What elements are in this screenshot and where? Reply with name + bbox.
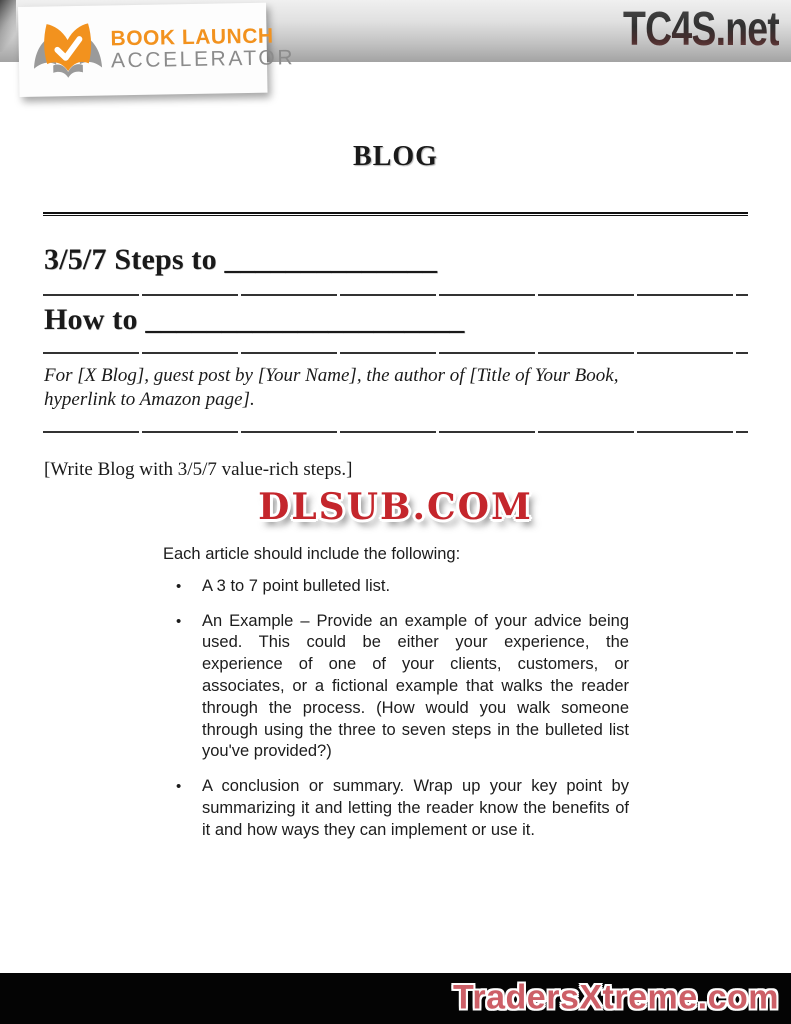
corner-shade — [0, 0, 16, 52]
write-blog-instruction: [Write Blog with 3/5/7 value-rich steps.] — [44, 459, 353, 480]
list-item — [163, 611, 629, 764]
footer-watermark-bar — [0, 973, 791, 1024]
bullet-icon: • — [176, 612, 182, 630]
article-intro: Each article should include the following: — [163, 545, 461, 563]
heading-steps-blank: 3/5/7 Steps to ______________ — [44, 243, 438, 276]
byline-template — [44, 364, 724, 412]
open-book-icon — [30, 16, 105, 85]
list-item — [163, 576, 629, 598]
tradersxtreme-watermark: TradersXtreme.com — [453, 978, 779, 1017]
heading-how-to-blank: How to _____________________ — [44, 303, 465, 336]
logo-text — [110, 25, 295, 72]
page-title: BLOG — [353, 141, 438, 172]
logo-line-accelerator: ACCELERATOR — [110, 46, 296, 73]
byline-line-2: hyperlink to Amazon page]. — [44, 389, 255, 410]
bullet-text-list: A 3 to 7 point bulleted list. — [202, 576, 391, 595]
dlsub-watermark: DLSUB.COM — [258, 486, 533, 528]
list-item — [163, 776, 629, 841]
bullet-text-example: An Example – Provide an example of your advice being used. This could be either your experience, the experience of one of your clients, customers, or associates, or a fictional example that walks the reader through the process. (How would you walk someone through using the three to seven steps in the bulleted list you've provided?) — [202, 611, 629, 761]
byline-line-1: For [X Blog], guest post by [Your Name], the author of [Title of Your Book, — [44, 365, 619, 386]
book-launch-logo — [18, 3, 296, 97]
bullet-icon: • — [176, 778, 182, 796]
tc4s-watermark: TC4S.net — [622, 3, 779, 56]
article-guidelines-block — [163, 544, 629, 842]
bullet-text-conclusion: A conclusion or summary. Wrap up your key point by summarizing it and letting the reader know the benefits of it and how ways they can implement or use it. — [202, 777, 629, 839]
logo-line-book-launch: BOOK LAUNCH — [110, 24, 274, 51]
ruling-line — [43, 431, 748, 433]
bullet-icon: • — [176, 577, 182, 595]
ruling-line — [43, 352, 748, 354]
ruling-line-double — [43, 212, 748, 216]
ruling-line — [43, 294, 748, 296]
